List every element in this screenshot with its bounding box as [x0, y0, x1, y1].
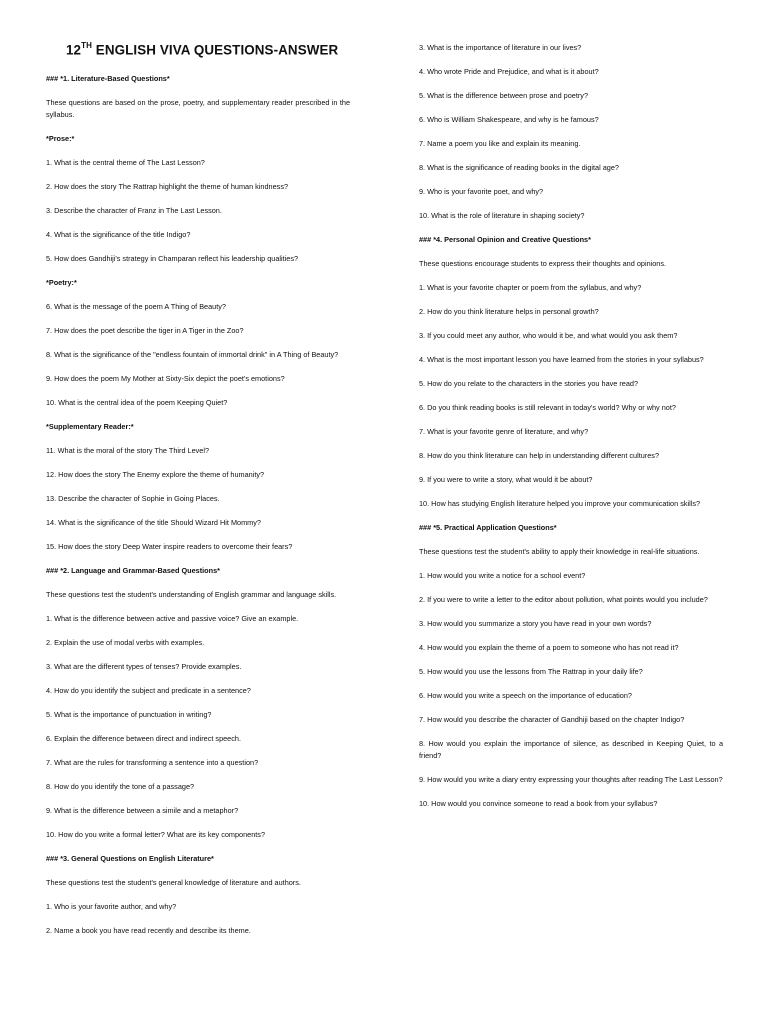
section-heading: ### *1. Literature-Based Questions* [46, 74, 170, 84]
paragraph: 8. How would you explain the importance of silence, as described in Keeping Quiet, to a friend? [419, 739, 723, 760]
paragraph: 3. What are the different types of tenses? Provide examples. [46, 662, 242, 672]
paragraph: 6. What is the message of the poem A Thing of Beauty? [46, 302, 226, 312]
paragraph: 15. How does the story Deep Water inspire readers to overcome their fears? [46, 542, 293, 552]
paragraph: 5. How does Gandhiji's strategy in Champaran reflect his leadership qualities? [46, 254, 299, 264]
section-heading: *Poetry:* [46, 278, 77, 288]
paragraph: These questions are based on the prose, poetry, and supplementary reader prescribed in the syllabus. [46, 98, 350, 120]
paragraph: 5. How would you use the lessons from The Rattrap in your daily life? [419, 667, 643, 676]
section-heading: *Supplementary Reader:* [46, 422, 134, 432]
paragraph: 7. How does the poet describe the tiger in A Tiger in the Zoo? [46, 326, 244, 336]
paragraph: 6. Who is William Shakespeare, and why is he famous? [419, 115, 599, 124]
paragraph: 9. How would you write a diary entry expressing your thoughts after reading The Last Lesson? [419, 775, 723, 784]
paragraph: 2. Name a book you have read recently and describe its theme. [46, 926, 251, 936]
paragraph: 1. How would you write a notice for a school event? [419, 571, 586, 580]
paragraph: 6. Explain the difference between direct and indirect speech. [46, 734, 241, 744]
paragraph: 2. How do you think literature helps in personal growth? [419, 307, 599, 316]
paragraph: 5. What is the importance of punctuation in writing? [46, 710, 212, 720]
paragraph: 8. How do you identify the tone of a passage? [46, 782, 195, 792]
paragraph: These questions test the student's understanding of English grammar and language skills. [46, 590, 337, 600]
paragraph: 9. If you were to write a story, what would it be about? [419, 475, 593, 484]
paragraph: 6. Do you think reading books is still relevant in today's world? Why or why not? [419, 403, 676, 412]
paragraph: 1. What is the difference between active and passive voice? Give an example. [46, 614, 299, 624]
paragraph: 13. Describe the character of Sophie in Going Places. [46, 494, 220, 504]
paragraph: 7. What are the rules for transforming a sentence into a question? [46, 758, 259, 768]
paragraph: 6. How would you write a speech on the importance of education? [419, 691, 632, 700]
paragraph: 9. What is the difference between a simile and a metaphor? [46, 806, 239, 816]
section-heading: ### *5. Practical Application Questions* [419, 523, 557, 532]
title-number: 12 [66, 42, 82, 58]
paragraph: 8. What is the significance of reading books in the digital age? [419, 163, 619, 172]
paragraph: 9. How does the poem My Mother at Sixty-Six depict the poet's emotions? [46, 374, 285, 384]
paragraph: 1. What is the central theme of The Last Lesson? [46, 158, 205, 168]
paragraph: 12. How does the story The Enemy explore the theme of humanity? [46, 470, 265, 480]
section-heading: ### *2. Language and Grammar-Based Questions* [46, 566, 220, 576]
paragraph: 3. What is the importance of literature in our lives? [419, 43, 582, 52]
paragraph: 10. What is the role of literature in shaping society? [419, 211, 585, 220]
paragraph: 5. What is the difference between prose and poetry? [419, 91, 589, 100]
paragraph: 10. How has studying English literature helped you improve your communication skills? [419, 499, 701, 508]
paragraph: 7. Name a poem you like and explain its meaning. [419, 139, 581, 148]
paragraph: 4. Who wrote Pride and Prejudice, and what is it about? [419, 67, 599, 76]
section-heading: ### *4. Personal Opinion and Creative Questions* [419, 235, 591, 244]
paragraph: 4. How would you explain the theme of a poem to someone who has not read it? [419, 643, 679, 652]
paragraph: 1. Who is your favorite author, and why? [46, 902, 177, 912]
paragraph: 5. How do you relate to the characters in the stories you have read? [419, 379, 639, 388]
paragraph: 3. How would you summarize a story you have read in your own words? [419, 619, 652, 628]
paragraph: 3. If you could meet any author, who would it be, and what would you ask them? [419, 331, 678, 340]
paragraph: 1. What is your favorite chapter or poem from the syllabus, and why? [419, 283, 642, 292]
title-text: ENGLISH VIVA QUESTIONS-ANSWER [91, 42, 339, 58]
paragraph: 10. How would you convince someone to read a book from your syllabus? [419, 799, 658, 808]
paragraph: 10. What is the central idea of the poem Keeping Quiet? [46, 398, 228, 408]
paragraph: 7. What is your favorite genre of literature, and why? [419, 427, 589, 436]
right-column [419, 0, 723, 822]
paragraph: These questions encourage students to express their thoughts and opinions. [419, 259, 667, 268]
paragraph: 2. Explain the use of modal verbs with examples. [46, 638, 205, 648]
paragraph: 4. What is the most important lesson you have learned from the stories in your syllabus? [419, 355, 704, 364]
paragraph: 4. How do you identify the subject and predicate in a sentence? [46, 686, 251, 696]
paragraph: 8. What is the significance of the "endless fountain of immortal drink" in A Thing of Beauty? [46, 350, 339, 360]
section-heading: ### *3. General Questions on English Literature* [46, 854, 214, 864]
title-superscript: TH [81, 41, 92, 50]
paragraph: 4. What is the significance of the title Indigo? [46, 230, 191, 240]
paragraph: 11. What is the moral of the story The Third Level? [46, 446, 210, 456]
paragraph: These questions test the student's general knowledge of literature and authors. [46, 878, 301, 888]
paragraph: 2. If you were to write a letter to the editor about pollution, what points would you include? [419, 595, 708, 604]
section-heading: *Prose:* [46, 134, 75, 144]
paragraph: 3. Describe the character of Franz in The Last Lesson. [46, 206, 222, 216]
paragraph: 8. How do you think literature can help in understanding different cultures? [419, 451, 659, 460]
page-title [66, 42, 350, 57]
paragraph: 10. How do you write a formal letter? What are its key components? [46, 830, 266, 840]
paragraph: 7. How would you describe the character of Gandhiji based on the chapter Indigo? [419, 715, 685, 724]
paragraph: 14. What is the significance of the title Should Wizard Hit Mommy? [46, 518, 261, 528]
paragraph: 9. Who is your favorite poet, and why? [419, 187, 544, 196]
left-column [46, 0, 350, 949]
paragraph: 2. How does the story The Rattrap highlight the theme of human kindness? [46, 182, 289, 192]
paragraph: These questions test the student's ability to apply their knowledge in real-life situations. [419, 547, 700, 556]
